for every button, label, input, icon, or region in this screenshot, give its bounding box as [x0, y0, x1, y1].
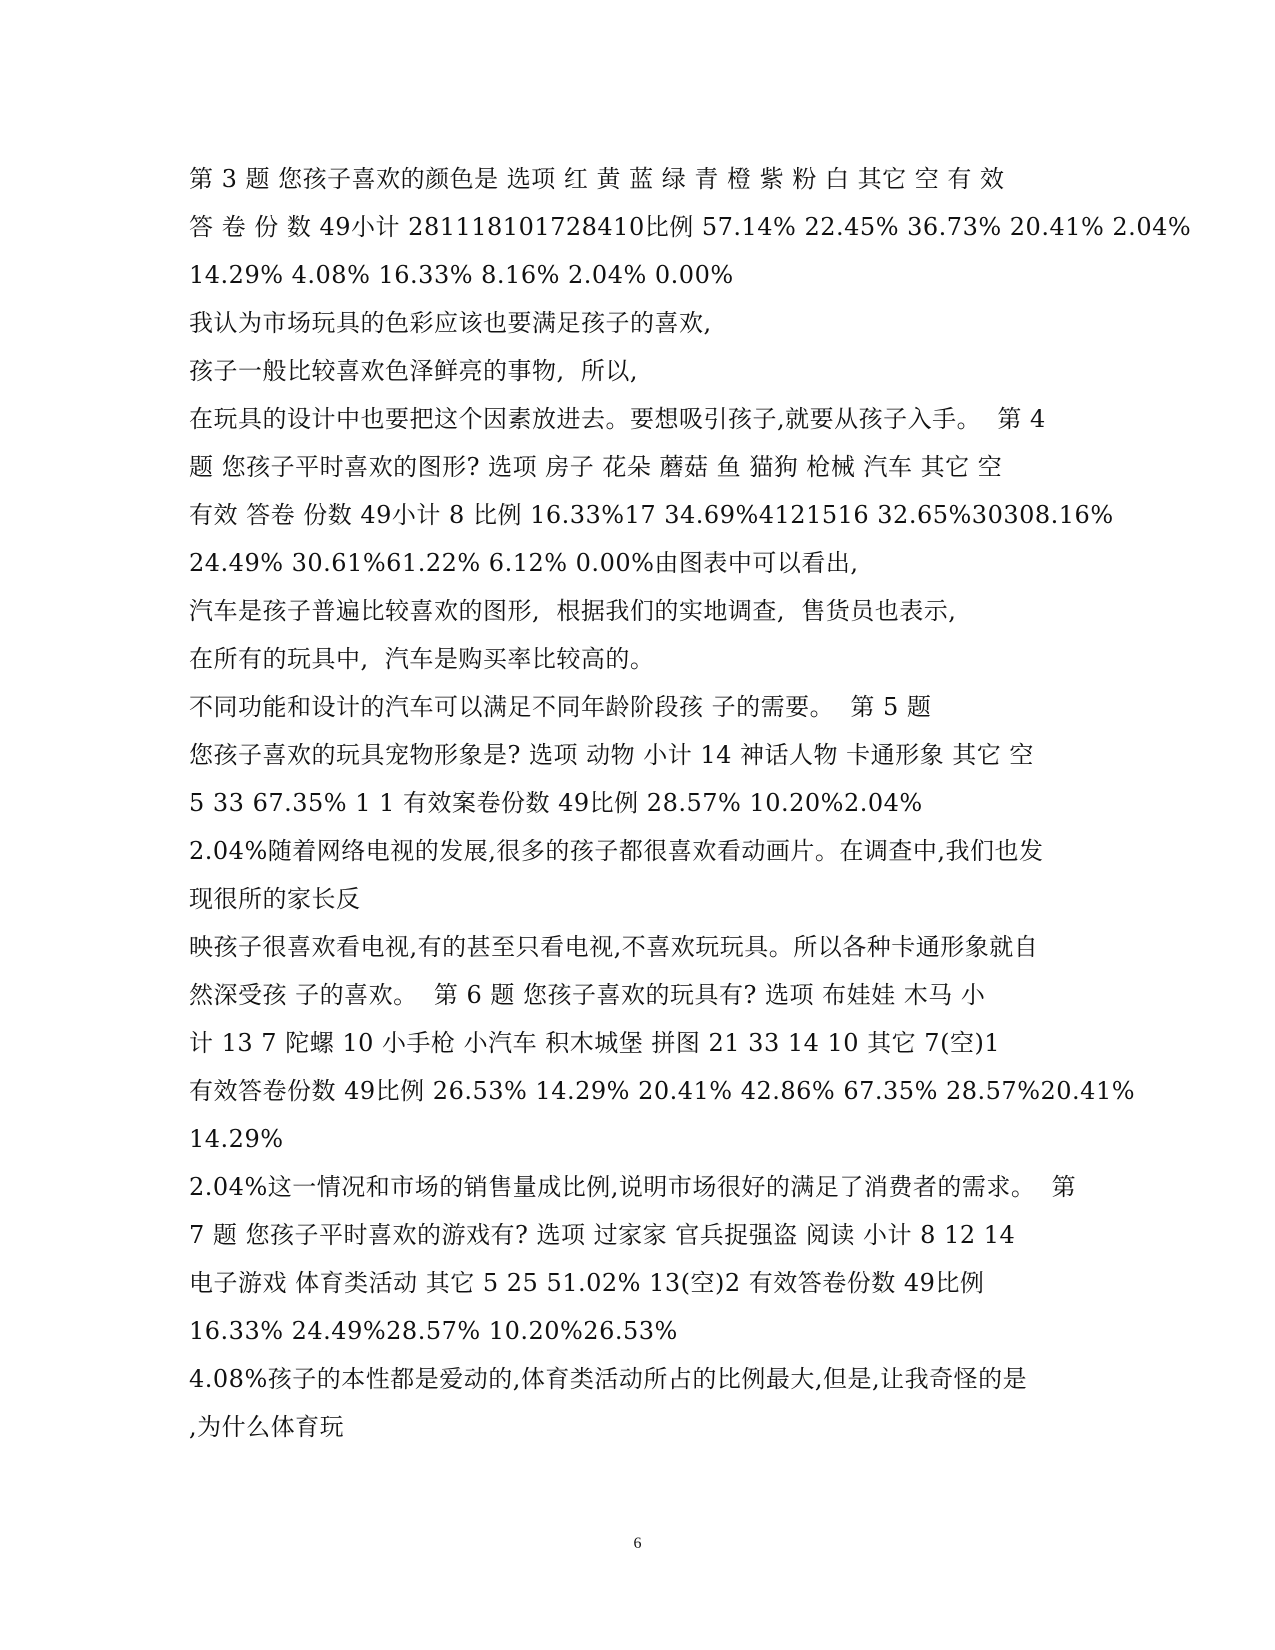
text-line: 我认为市场玩具的色彩应该也要满足孩子的喜欢, [189, 309, 712, 337]
text-line: 2.04%随着网络电视的发展,很多的孩子都很喜欢看动画片。在调查中,我们也发 [189, 837, 1044, 865]
page-number: 6 [633, 1535, 642, 1552]
text-line: 2.04%这一情况和市场的销售量成比例,说明市场很好的满足了消费者的需求。 第 [189, 1173, 1077, 1201]
text-line: 现很所的家长反 [189, 885, 361, 913]
text-line: 映孩子很喜欢看电视,有的甚至只看电视,不喜欢玩玩具。所以各种卡通形象就自 [189, 933, 1039, 961]
text-line: 然深受孩 子的喜欢。 第 6 题 您孩子喜欢的玩具有? 选项 布娃娃 木马 小 [189, 981, 986, 1009]
text-line: 4.08%孩子的本性都是爱动的,体育类活动所占的比例最大,但是,让我奇怪的是 [189, 1365, 1028, 1393]
body-text [189, 155, 1192, 1451]
text-line: 孩子一般比较喜欢色泽鲜亮的事物, 所以, [189, 357, 639, 385]
text-line: 题 您孩子平时喜欢的图形? 选项 房子 花朵 蘑菇 鱼 猫狗 枪械 汽车 其它 空 [189, 453, 1003, 481]
text-line: 汽车是孩子普遍比较喜欢的图形, 根据我们的实地调查, 售货员也表示, [189, 597, 957, 625]
text-line: 不同功能和设计的汽车可以满足不同年龄阶段孩 子的需要。 第 5 题 [189, 693, 932, 721]
text-line: 16.33% 24.49%28.57% 10.20%26.53% [189, 1317, 678, 1345]
text-line: 您孩子喜欢的玩具宠物形象是? 选项 动物 小计 14 神话人物 卡通形象 其它 空 [189, 741, 1034, 769]
text-line: 7 题 您孩子平时喜欢的游戏有? 选项 过家家 官兵捉强盗 阅读 小计 8 12 14 [189, 1221, 1016, 1249]
text-line: 有效答卷份数 49比例 26.53% 14.29% 20.41% 42.86% 67.35% 28.57%20.41% [189, 1077, 1136, 1105]
text-line: 第 3 题 您孩子喜欢的颜色是 选项 红 黄 蓝 绿 青 橙 紫 粉 白 其它 空 有 效 [189, 165, 1005, 193]
text-line: 计 13 7 陀螺 10 小手枪 小汽车 积木城堡 拼图 21 33 14 10 其它 7(空)1 [189, 1029, 1001, 1057]
text-line: 电子游戏 体育类活动 其它 5 25 51.02% 13(空)2 有效答卷份数 49比例 [189, 1269, 985, 1297]
text-line: 在玩具的设计中也要把这个因素放进去。要想吸引孩子,就要从孩子入手。 第 4 [189, 405, 1046, 433]
text-line: 14.29% 4.08% 16.33% 8.16% 2.04% 0.00% [189, 261, 734, 289]
text-line: 5 33 67.35% 1 1 有效案卷份数 49比例 28.57% 10.20%2.04% [189, 789, 923, 817]
text-line: 14.29% [189, 1125, 284, 1153]
text-line: 答 卷 份 数 49小计 281118101728410比例 57.14% 22.45% 36.73% 20.41% 2.04% [189, 213, 1192, 241]
text-line: ,为什么体育玩 [189, 1413, 345, 1441]
text-line: 在所有的玩具中, 汽车是购买率比较高的。 [189, 645, 655, 673]
text-line: 有效 答卷 份数 49小计 8 比例 16.33%17 34.69%4121516 32.65%30308.16% [189, 501, 1114, 529]
text-line: 24.49% 30.61%61.22% 6.12% 0.00%由图表中可以看出, [189, 549, 859, 577]
